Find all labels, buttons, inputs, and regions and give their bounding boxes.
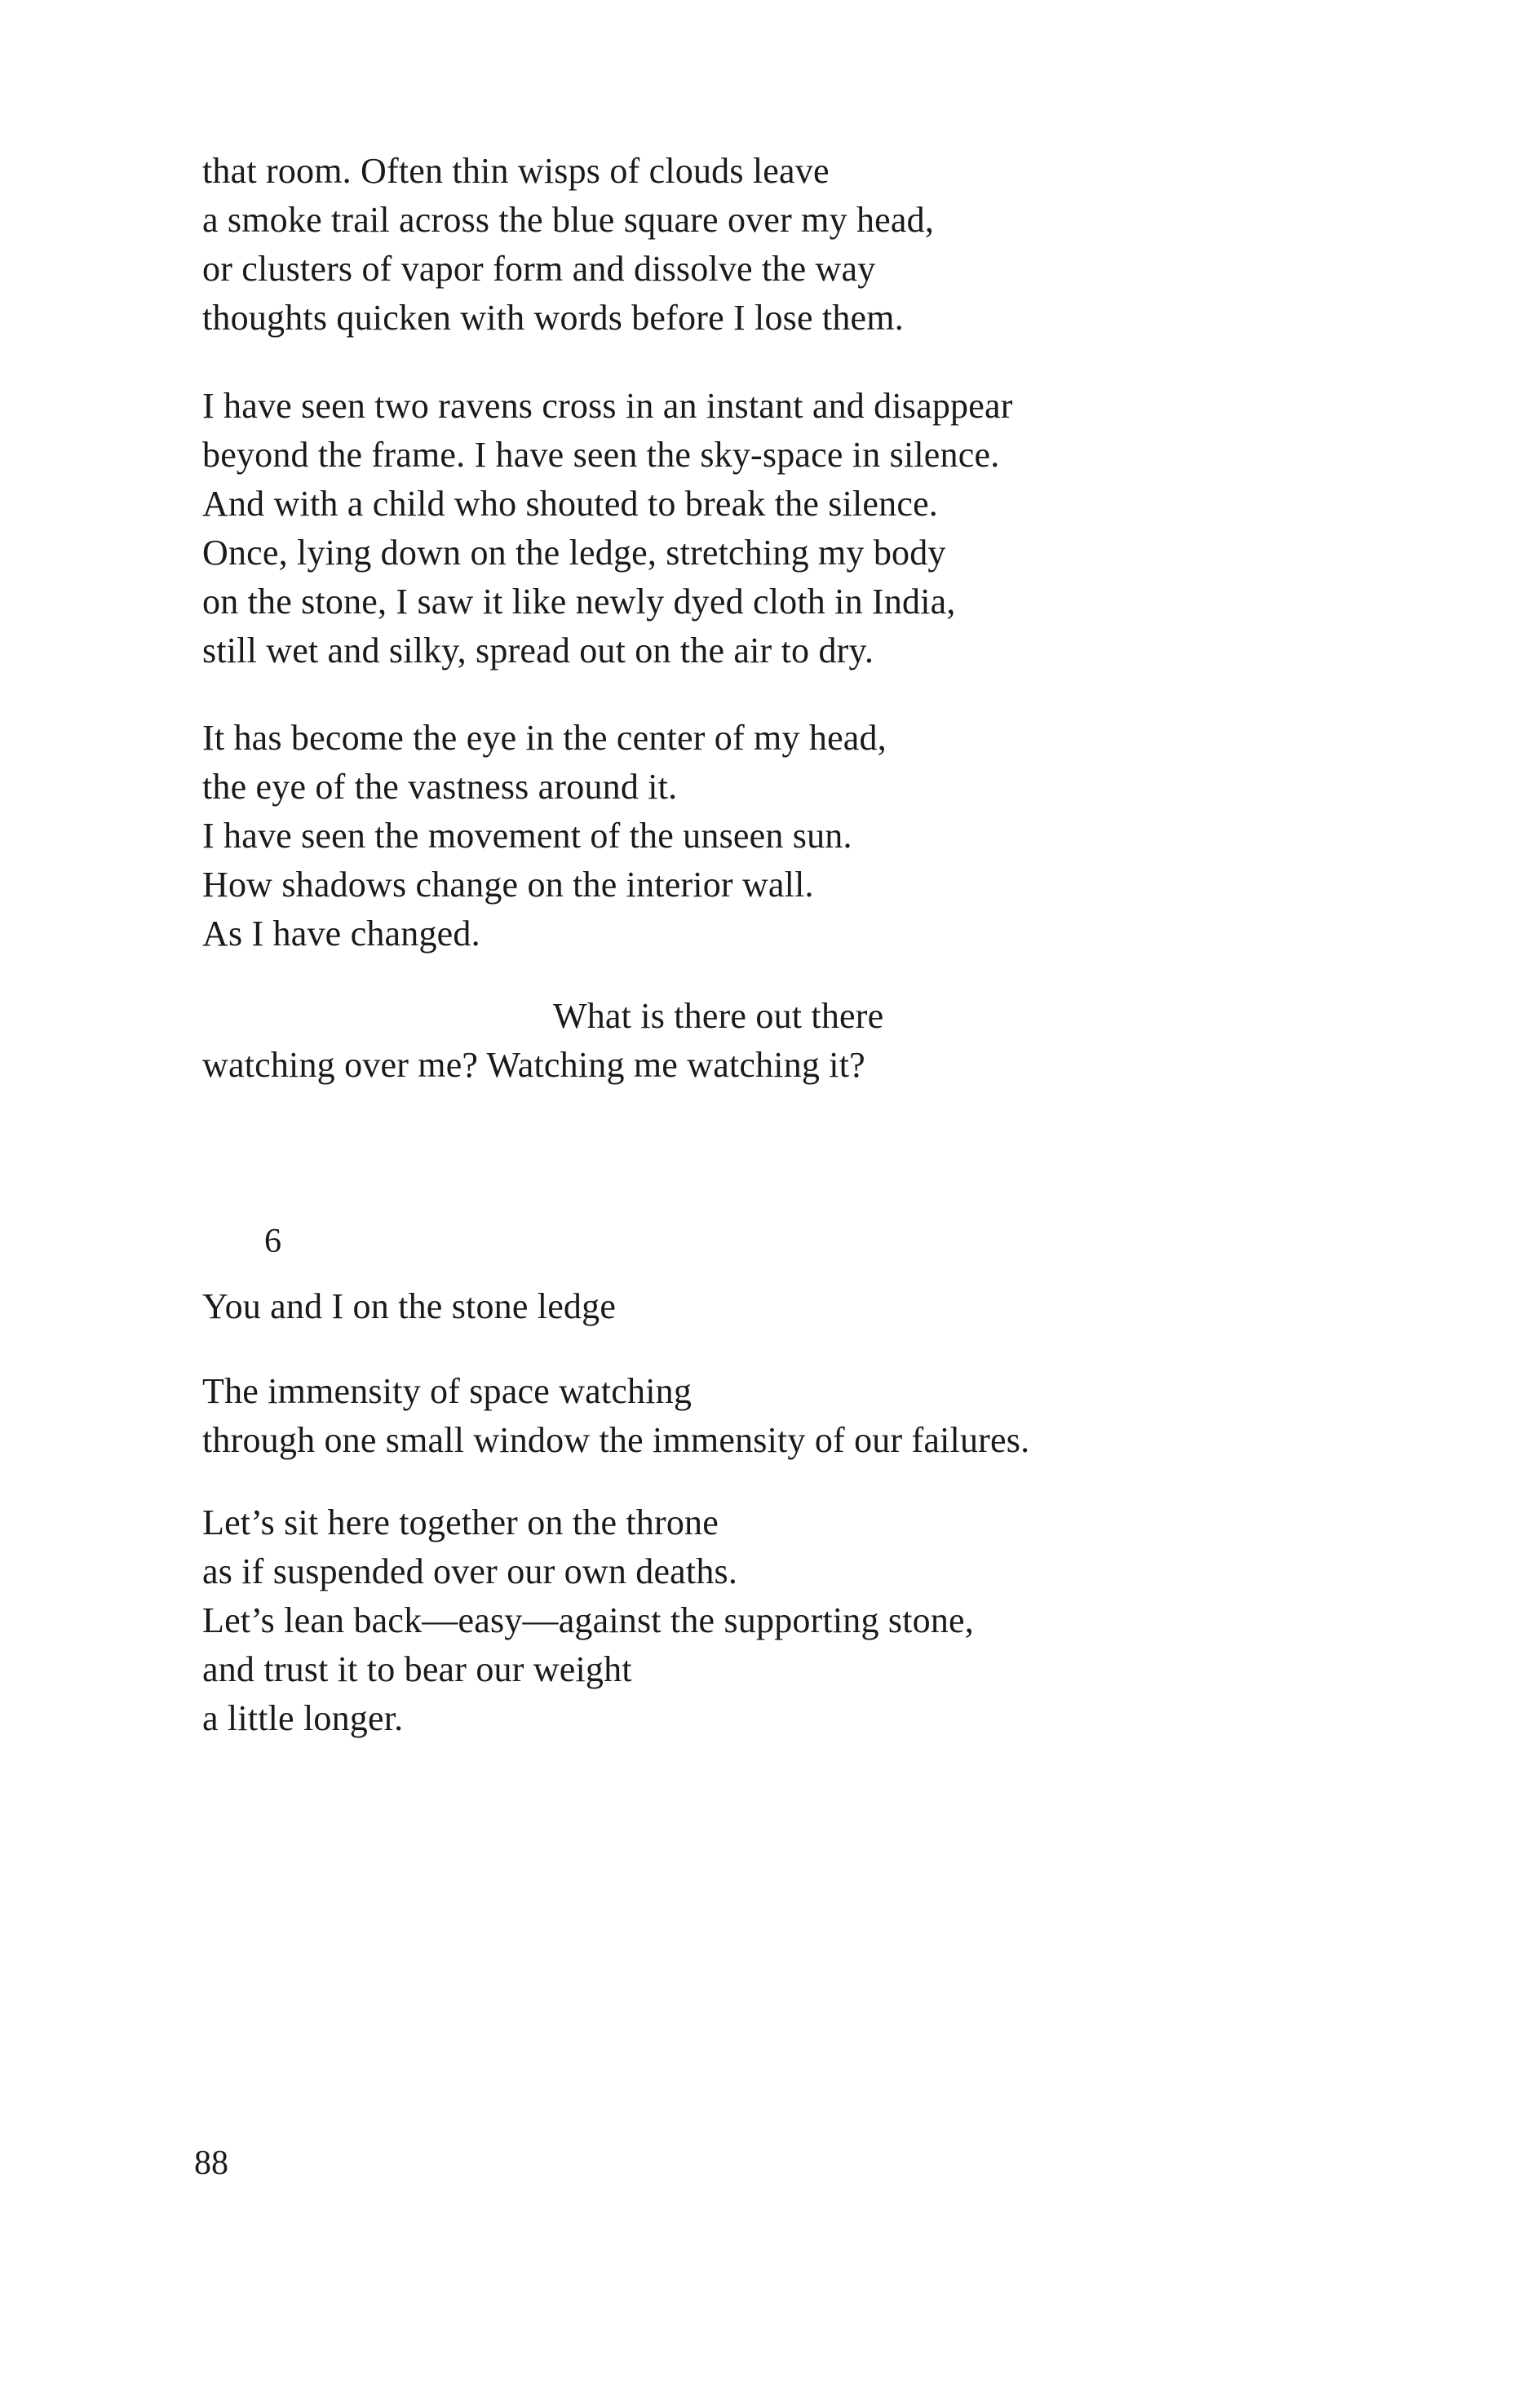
section-number: 6	[264, 1223, 281, 1260]
poem-line: As I have changed.	[202, 914, 480, 954]
poem-line: thoughts quicken with words before I lose them.	[202, 298, 904, 338]
poem-line: beyond the frame. I have seen the sky-space in silence.	[202, 435, 1000, 475]
poem-line: through one small window the immensity of our failures.	[202, 1420, 1030, 1460]
poem-line: a little longer.	[202, 1698, 404, 1738]
poem-line: It has become the eye in the center of my head,	[202, 718, 887, 758]
poem-line: And with a child who shouted to break the silence.	[202, 484, 939, 524]
poem-line: on the stone, I saw it like newly dyed cloth in India,	[202, 582, 956, 622]
poem-line: How shadows change on the interior wall.	[202, 865, 814, 905]
poem-line: a smoke trail across the blue square over my head,	[202, 200, 935, 240]
poem-line: still wet and silky, spread out on the air to dry.	[202, 631, 874, 670]
poem-line: watching over me? Watching me watching it?	[202, 1045, 865, 1085]
stanza	[202, 1498, 974, 1743]
stanza	[202, 382, 1013, 675]
poem-line: What is there out there	[553, 996, 884, 1036]
poem-line: Let’s sit here together on the throne	[202, 1502, 719, 1542]
poem-line: the eye of the vastness around it.	[202, 767, 678, 807]
poem-line: The immensity of space watching	[202, 1371, 693, 1411]
stanza	[202, 1367, 1029, 1465]
poem-line: Let’s lean back—easy—against the supporting stone,	[202, 1600, 974, 1640]
poem-line: I have seen the movement of the unseen sun.	[202, 816, 852, 856]
poem-line: and trust it to bear our weight	[202, 1649, 632, 1689]
poem-line: Once, lying down on the ledge, stretching my body	[202, 533, 946, 573]
poem-line: that room. Often thin wisps of clouds leave	[202, 151, 830, 191]
poem-line: or clusters of vapor form and dissolve the way	[202, 249, 876, 289]
poem-line: as if suspended over our own deaths.	[202, 1551, 738, 1591]
stanza	[202, 992, 883, 1090]
stanza	[202, 147, 934, 343]
stanza	[202, 1282, 616, 1331]
poem-line: I have seen two ravens cross in an instant and disappear	[202, 386, 1013, 426]
poem-line: You and I on the stone ledge	[202, 1286, 617, 1326]
page-number: 88	[194, 2144, 228, 2182]
stanza	[202, 714, 887, 958]
